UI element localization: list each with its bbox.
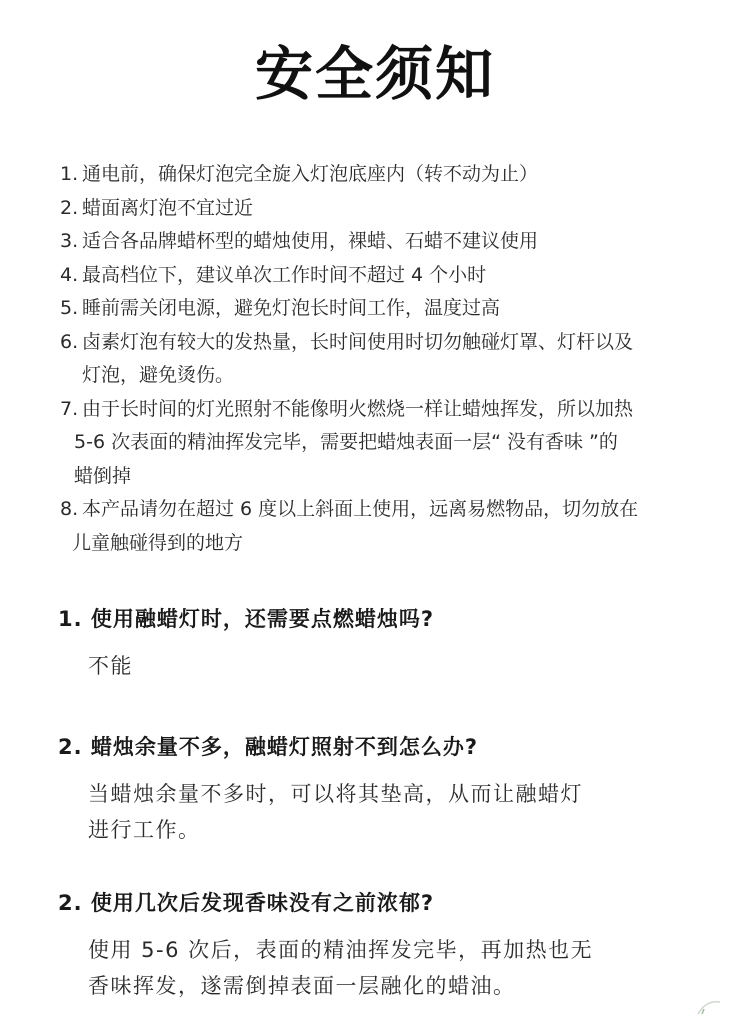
notice-number: 5. [60,297,79,319]
faq-answer-line: 当蜡烛余量不多时，可以将其垫高，从而让融蜡灯 [88,782,583,806]
faq-answer-line: 使用 5-6 次后，表面的精油挥发完毕，再加热也无 [88,938,594,962]
faq-answer-line: 香味挥发，遂需倒掉表面一层融化的蜡油。 [88,974,516,998]
notice-item-6-cont [60,359,700,393]
safety-notice-list [60,158,700,560]
notice-item-7-cont [60,426,700,460]
notice-text: 睡前需关闭电源，避免灯泡长时间工作，温度过高 [82,297,501,319]
notice-text: 最高档位下，建议单次工作时间不超过 4 个小时 [82,263,487,286]
faq-answer [58,648,698,684]
corner-decoration-icon [694,996,724,1016]
notice-number: 7. [60,397,79,420]
faq-question: 1. 使用融蜡灯时，还需要点燃蜡烛吗? [58,607,435,631]
notice-number: 4. [60,263,79,286]
page-title: 安全须知 [254,40,495,108]
faq-answer [58,776,698,848]
notice-text-continuation: 5-6 次表面的精油挥发完毕，需要把蜡烛表面一层“ 没有香味 ”的 [74,431,618,453]
notice-text: 本产品请勿在超过 6 度以上斜面上使用，远离易燃物品，切勿放在 [82,498,639,520]
notice-text: 蜡面离灯泡不宜过近 [82,196,254,219]
faq-question: 2. 使用几次后发现香味没有之前浓郁? [58,891,435,915]
notice-number: 8. [60,498,79,520]
notice-text: 卤素灯泡有较大的发热量，长时间使用时切勿触碰灯罩、灯杆以及 [82,330,634,353]
faq-item-1 [58,604,698,684]
faq-question: 2. 蜡烛余量不多，融蜡灯照射不到怎么办? [58,735,479,759]
notice-number: 6. [60,330,79,353]
notice-item-2 [60,192,700,226]
faq-item-2 [58,732,698,848]
notice-item-6 [60,326,700,360]
notice-text-continuation: 儿童触碰得到的地方 [72,531,244,554]
notice-text-continuation: 蜡倒掉 [74,464,132,487]
faq-answer [58,932,698,1004]
notice-number: 2. [60,196,79,219]
notice-text: 适合各品牌蜡杯型的蜡烛使用，裸蜡、石蜡不建议使用 [82,230,539,252]
notice-item-8 [60,493,700,527]
notice-item-1 [60,158,700,192]
notice-item-4 [60,259,700,293]
notice-text-continuation: 灯泡，避免烫伤。 [82,364,235,386]
notice-item-3 [60,225,700,259]
notice-text: 由于长时间的灯光照射不能像明火燃烧一样让蜡烛挥发，所以加热 [82,397,634,420]
faq-answer-line: 不能 [88,654,133,678]
notice-item-5 [60,292,700,326]
faq-item-3 [58,888,698,1004]
notice-item-7 [60,393,700,427]
notice-text: 通电前，确保灯泡完全旋入灯泡底座内（转不动为止） [82,163,539,185]
notice-number: 3. [60,230,79,252]
notice-item-7-cont2 [60,460,700,494]
notice-number: 1. [60,163,79,185]
faq-answer-line: 进行工作。 [88,818,201,842]
notice-item-8-cont [60,527,700,561]
